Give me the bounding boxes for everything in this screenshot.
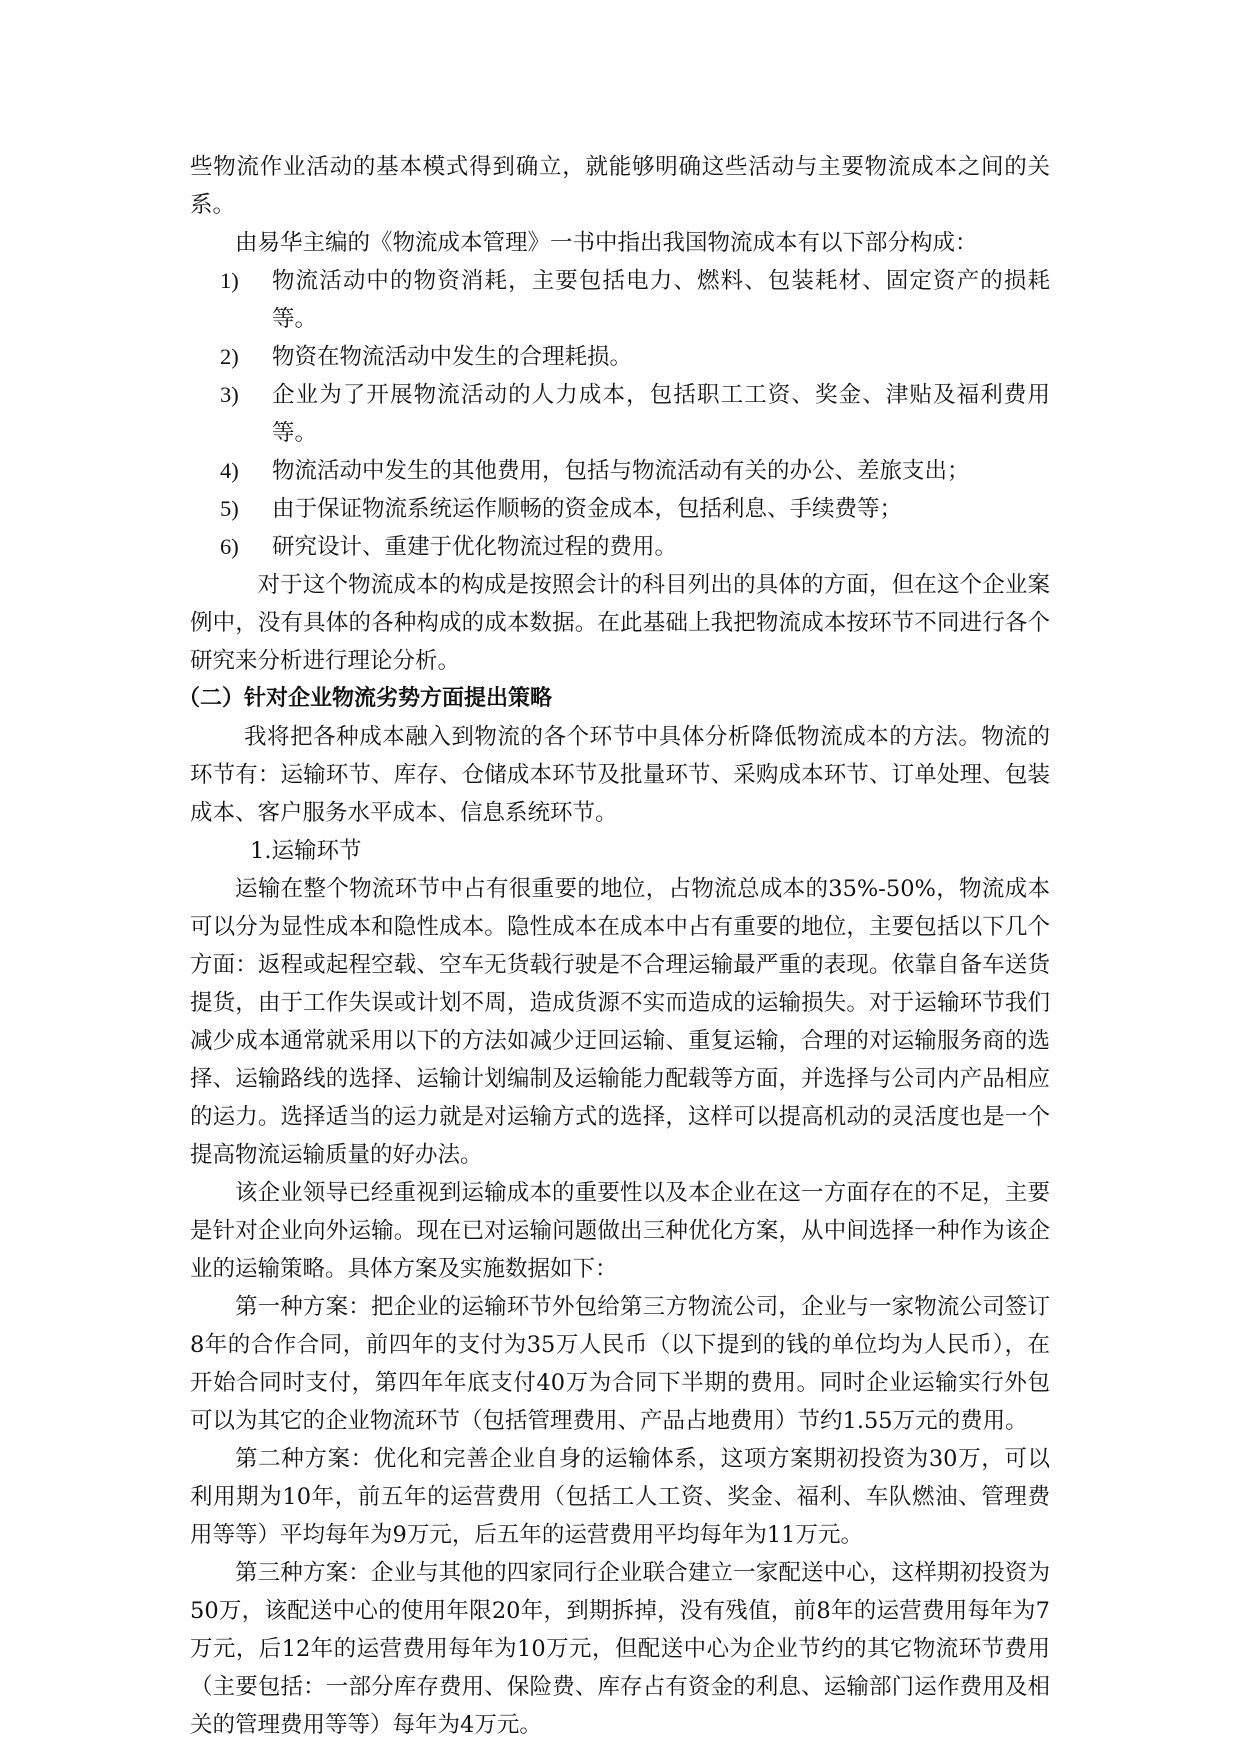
list-text: 企业为了开展物流活动的人力成本，包括职工工资、奖金、津贴及福利费用等。 bbox=[272, 382, 1050, 446]
section-heading: （二）针对企业物流劣势方面提出策略 bbox=[178, 686, 553, 711]
paragraph-transport: 运输在整个物流环节中占有很重要的地位，占物流总成本的35%-50%，物流成本可以分为显性成本和隐性成本。隐性成本在成本中占有重要的地位，主要包括以下几个方面：返程或起程空载、空车无货载行驶是不合理运输最严重的表现。依靠自备车送货提货，由于工作失误或计划不周，造成货源不实而造成的运输损失。对于运输环节我们减少成本通常就采用以下的方法如减少迂回运输、重复运输，合理的对运输服务商的选择、运输路线的选择、运输计划编制及运输能力配载等方面，并选择与公司内产品相应的运力。选择适当的运力就是对运输方式的选择，这样可以提高机动的灵活度也是一个提高物流运输质量的好办法。 bbox=[190, 876, 1050, 1168]
list-number: 4) bbox=[220, 458, 239, 483]
paragraph-plan-three: 第三种方案：企业与其他的四家同行企业联合建立一家配送中心，这样期初投资为50万，该配送中心的使用年限20年，到期拆掉，没有残值，前8年的运营费用每年为7万元，后12年的运营费用每年为10万元，但配送中心为企业节约的其它物流环节费用（主要包括：一部分库存费用、保险费、库存占有资金的利息、运输部门运作费用及相关的管理费用等等）每年为4万元。 bbox=[190, 1560, 1050, 1738]
list-item bbox=[190, 528, 1050, 566]
list-text: 物资在物流活动中发生的合理耗损。 bbox=[272, 344, 633, 370]
list-number: 2) bbox=[220, 344, 239, 369]
list-item bbox=[190, 262, 1050, 338]
list-text: 物流活动中发生的其他费用，包括与物流活动有关的办公、差旅支出； bbox=[272, 458, 970, 484]
cost-composition-list bbox=[190, 262, 1050, 566]
paragraph-cost-analysis: 对于这个物流成本的构成是按照会计的科目列出的具体的方面，但在这个企业案例中，没有具体的各种构成的成本数据。在此基础上我把物流成本按环节不同进行各个研究来分析进行理论分析。 bbox=[190, 572, 1050, 674]
list-text: 研究设计、重建于优化物流过程的费用。 bbox=[272, 534, 678, 560]
list-number: 6) bbox=[220, 534, 239, 559]
list-number: 1) bbox=[220, 268, 239, 293]
paragraph-intro-continued: 些物流作业活动的基本模式得到确立，就能够明确这些活动与主要物流成本之间的关系。 bbox=[190, 154, 1050, 218]
list-item bbox=[190, 376, 1050, 452]
list-item bbox=[190, 452, 1050, 490]
paragraph-plan-two: 第二种方案：优化和完善企业自身的运输体系，这项方案期初投资为30万，可以利用期为10年，前五年的运营费用（包括工人工资、奖金、福利、车队燃油、管理费用等等）平均每年为9万元，后五年的运营费用平均每年为11万元。 bbox=[190, 1446, 1050, 1548]
list-text: 物流活动中的物资消耗，主要包括电力、燃料、包装耗材、固定资产的损耗等。 bbox=[272, 268, 1050, 332]
paragraph-cost-composition: 由易华主编的《物流成本管理》一书中指出我国物流成本有以下部分构成： bbox=[235, 230, 978, 256]
paragraph-logistics-links: 我将把各种成本融入到物流的各个环节中具体分析降低物流成本的方法。物流的环节有：运输环节、库存、仓储成本环节及批量环节、采购成本环节、订单处理、包装成本、客户服务水平成本、信息系统环节。 bbox=[190, 724, 1050, 826]
subheading-transport: 1.运输环节 bbox=[250, 838, 362, 864]
document-page bbox=[178, 148, 1050, 1744]
list-item bbox=[190, 490, 1050, 528]
list-number: 3) bbox=[220, 382, 239, 407]
list-number: 5) bbox=[220, 496, 239, 521]
list-text: 由于保证物流系统运作顺畅的资金成本，包括利息、手续费等； bbox=[272, 496, 903, 522]
list-item bbox=[190, 338, 1050, 376]
paragraph-enterprise-plans: 该企业领导已经重视到运输成本的重要性以及本企业在这一方面存在的不足，主要是针对企业向外运输。现在已对运输问题做出三种优化方案，从中间选择一种作为该企业的运输策略。具体方案及实施数据如下： bbox=[190, 1180, 1050, 1282]
paragraph-plan-one: 第一种方案：把企业的运输环节外包给第三方物流公司，企业与一家物流公司签订8年的合作合同，前四年的支付为35万人民币（以下提到的钱的单位均为人民币），在开始合同时支付，第四年年底支付40万为合同下半期的费用。同时企业运输实行外包可以为其它的企业物流环节（包括管理费用、产品占地费用）节约1.55万元的费用。 bbox=[190, 1294, 1050, 1434]
